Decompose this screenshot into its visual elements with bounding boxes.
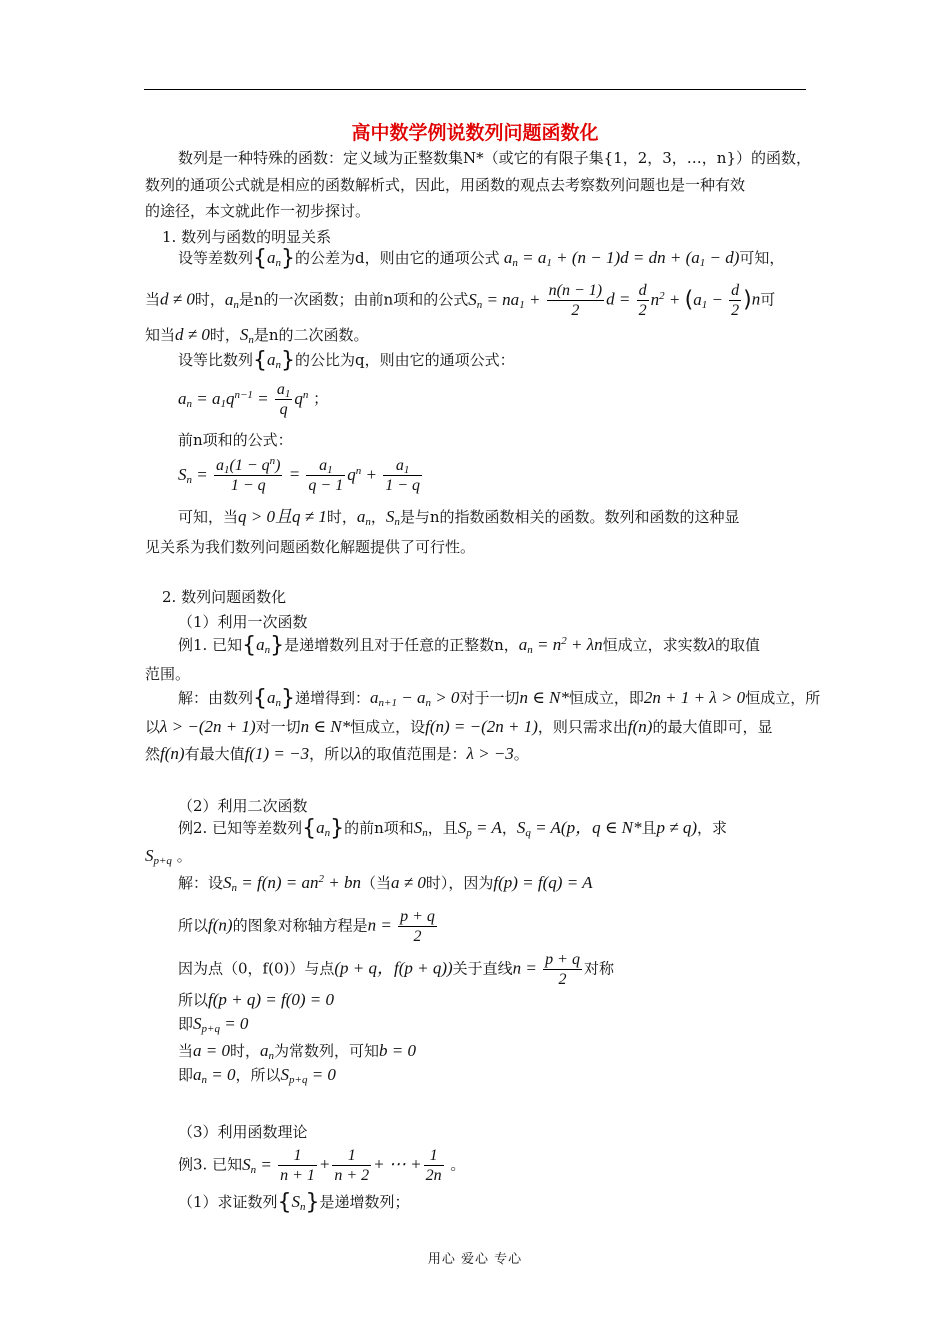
- page-title: 高中数学例说数列问题函数化: [351, 122, 599, 144]
- solution-2-line-3: 因为点（0，f(0)）与点(p + q，f(p + q))关于直线n = $\frac{p + q}{2}$ 对称: [178, 951, 614, 988]
- example-3-question-1: （1）求证数列$\{S_n\}$是递增数列；: [178, 1190, 410, 1215]
- geo-line-1: 设等比数列$\{a_n\}$的公比为q，则由它的通项公式：: [178, 348, 515, 373]
- section-1-heading: 1. 数列与函数的明显关系: [162, 228, 332, 246]
- conclusion-line-2: 见关系为我们数列问题函数化解题提供了可行性。: [145, 538, 476, 556]
- subsection-linear: （1）利用一次函数: [178, 613, 308, 631]
- solution-1-line-1: 解：由数列$\{a_n\}$递增得到：$a_{n+1} - a_n > 0$对于一切n ∈ N*恒成立，即2n + 1 + λ > 0恒成立，所: [178, 686, 821, 711]
- example-2-line-2: $S_{p+q}$ 。: [145, 846, 192, 867]
- page-footer: 用心 爱心 专心: [427, 1252, 523, 1267]
- example-1-line-1: 例1. 已知$\{a_n\}$是递增数列且对于任意的正整数n，$a_n = n^2 + \lambda n$恒成立，求实数λ的取值: [178, 633, 760, 658]
- intro-line-1: 数列是一种特殊的函数：定义域为正整数集N*（或它的有限子集{1，2，3，…，n}）的函数，: [178, 149, 812, 167]
- header-rule: [144, 89, 806, 90]
- example-1-line-2: 范围。: [145, 665, 191, 683]
- arith-line-1: 设等差数列$\{a_n\}$的公差为d，则由它的通项公式 $a_n = a_1 + (n - 1)d$ = dn + $(a_1 - d)$可知，: [178, 246, 785, 271]
- solution-1-line-3: 然f(n)有最大值f(1) = −3，所以λ的取值范围是：λ > −3。: [145, 744, 529, 763]
- subsection-function-theory: （3）利用函数理论: [178, 1123, 308, 1141]
- geo-sum-formula: $S_n$ = $\frac{a_1(1 - q^n)}{1 - q}$ = $\frac{a_1}{q - 1}$ $q^n$ + $\frac{a_1}{1 - q}$: [178, 455, 420, 494]
- solution-2-line-4: 所以f(p + q) = f(0) = 0: [178, 990, 335, 1009]
- intro-line-3: 的途径，本文就此作一初步探讨。: [145, 202, 371, 220]
- solution-2-line-6: 当a = 0时，$a_n$为常数列，可知b = 0: [178, 1041, 417, 1062]
- solution-2-line-5: 即$S_{p+q} = 0$: [178, 1014, 249, 1035]
- solution-2-line-7: 即$a_n = 0$，所以$S_{p+q} = 0$: [178, 1065, 336, 1086]
- subsection-quadratic: （2）利用二次函数: [178, 797, 308, 815]
- solution-2-line-1: 解：设$S_n = f(n) = an^2 + bn$（当a ≠ 0时），因为f(p) = f(q) = A: [178, 873, 593, 894]
- intro-line-2: 数列的通项公式就是相应的函数解析式，因此，用函数的观点去考察数列问题也是一种有效: [145, 176, 746, 194]
- sum-label: 前n项和的公式：: [178, 431, 293, 449]
- section-2-heading: 2. 数列问题函数化: [162, 588, 287, 606]
- solution-2-line-2: 所以f(n)的图象对称轴方程是n = $\frac{p + q}{2}$: [178, 908, 435, 945]
- example-2-line-1: 例2. 已知等差数列$\{a_n\}$的前n项和$S_n$，且$S_p = A$，$S_q = A(p$，q ∈ N*且p ≠ q)，求: [178, 816, 728, 841]
- arith-line-3: 知当d ≠ 0时，$S_n$是n的二次函数。: [145, 325, 369, 346]
- geo-formula: $a_n = a_1q^{n-1}$ = $\frac{a_1}{q}$ $q^n$ ；: [178, 381, 329, 418]
- example-3-line-1: 例3. 已知$S_n$ = $\frac{1}{n + 1}$ + $\frac{1}{n + 2}$ + ⋯ + $\frac{1}{2n}$ 。: [178, 1147, 466, 1184]
- solution-1-line-2: 以λ > −(2n + 1)对一切n ∈ N*恒成立，设f(n) = −(2n + 1)，则只需求出f(n)的最大值即可，显: [145, 717, 773, 736]
- conclusion-line-1: 可知，当q > 0且q ≠ 1时，$a_n$，$S_n$是与n的指数函数相关的函数。数列和函数的这种显: [178, 507, 740, 528]
- arith-line-2: 当d ≠ 0时，$a_n$是n的一次函数；由前n项和的公式$S_n = na_1$ + $\frac{n(n - 1)}{2}$ d = $\frac{d}{2}$ $n^2 + (a_1$ − $\frac{d}{2}$ )n可: [145, 282, 776, 319]
